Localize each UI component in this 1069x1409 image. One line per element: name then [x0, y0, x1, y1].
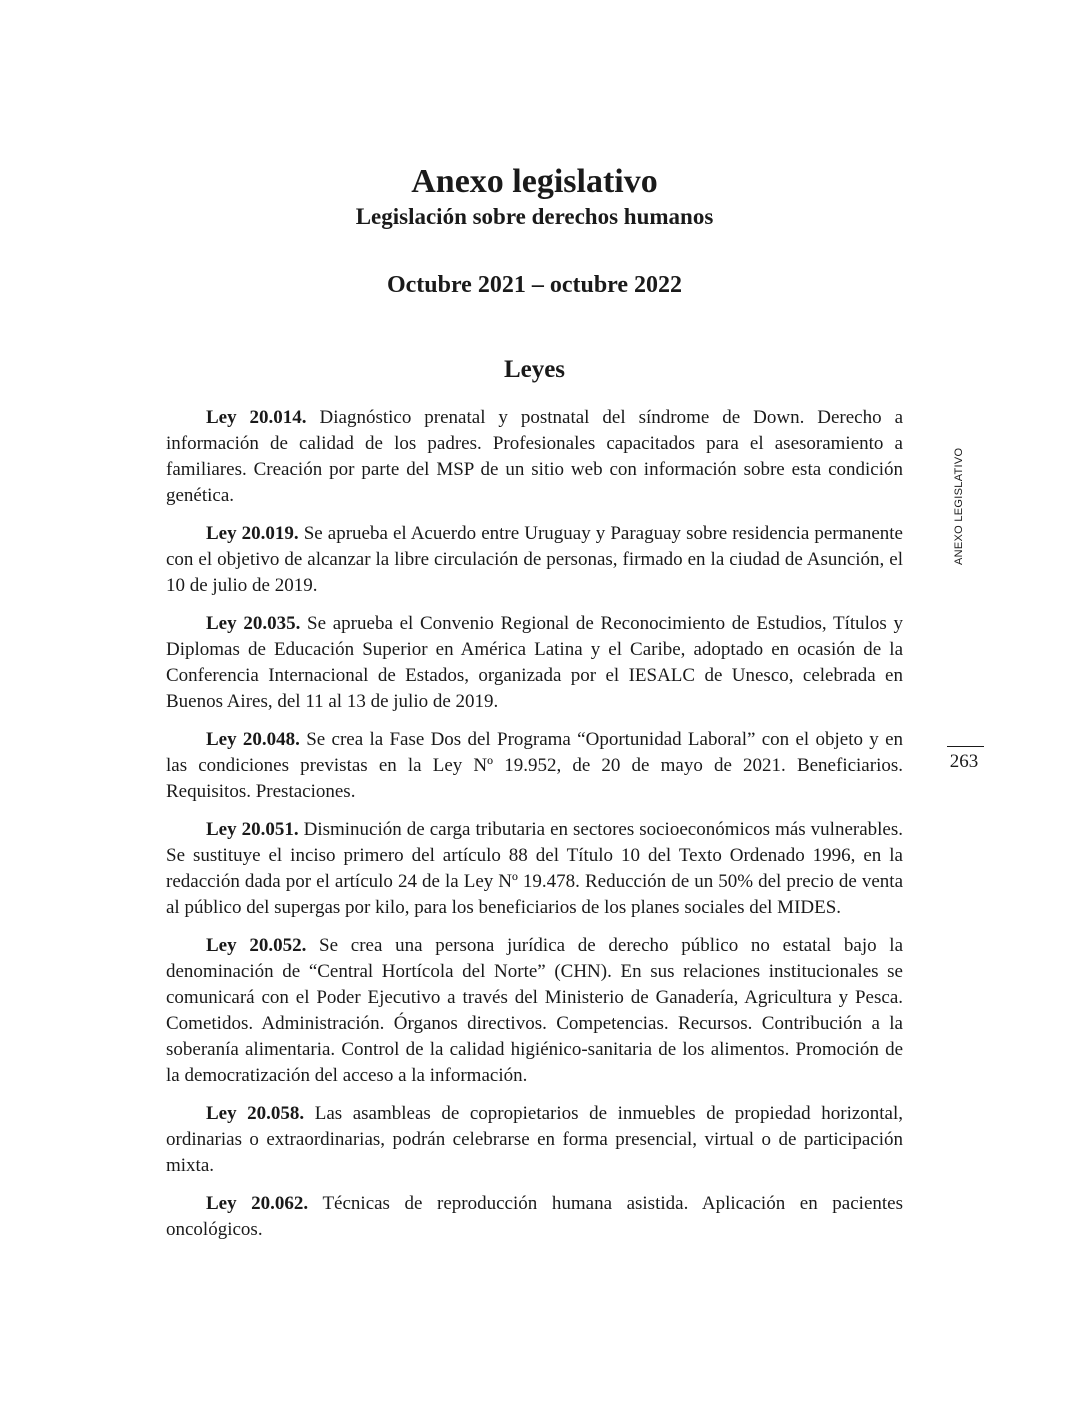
law-list	[166, 405, 903, 1255]
page-subtitle: Legislación sobre derechos humanos	[355, 204, 714, 229]
law-text: Las asambleas de copropietarios de inmuebles de propiedad horizontal, ordinarias o extraordinarias, podrán celebrarse en forma presencial, virtual o de participación mixta.	[166, 1103, 904, 1176]
law-item	[166, 611, 903, 715]
law-text: Se aprueba el Acuerdo entre Uruguay y Paraguay sobre residencia permanente con el objetivo de alcanzar la libre circulación de personas, firmado en la ciudad de Asunción, el 10 de julio de 2019.	[166, 523, 903, 596]
law-number: Ley 20.048.	[206, 729, 300, 750]
law-text: Disminución de carga tributaria en sectores socioeconómicos más vulnerables. Se sustituye el inciso primero del artículo 88 del Título 10 del Texto Ordenado 1996, en la redacción dada por el artículo 24 de la Ley Nº 19.478. Reducción de un 50% del precio de venta al público del supergas por kilo, para los beneficiarios de los planes sociales del MIDES.	[166, 819, 904, 918]
period-heading: Octubre 2021 – octubre 2022	[386, 272, 683, 298]
page-title: Anexo legislativo	[411, 163, 658, 200]
law-number: Ley 20.019.	[206, 523, 299, 544]
law-item	[166, 1191, 903, 1243]
law-item	[166, 521, 903, 599]
law-item	[166, 727, 903, 805]
page-number-rule	[947, 746, 984, 747]
section-heading: Leyes	[503, 356, 566, 383]
law-text: Diagnóstico prenatal y postnatal del síndrome de Down. Derecho a información de calidad de los padres. Profesionales capacitados para el asesoramiento a familiares. Creación por parte del MSP de un sitio web con información sobre esta condición genética.	[166, 407, 903, 506]
law-item	[166, 817, 903, 921]
law-number: Ley 20.035.	[206, 613, 301, 634]
law-item	[166, 1101, 903, 1179]
law-item	[166, 405, 903, 509]
side-section-label: ANEXO LEGISLATIVO	[953, 447, 965, 565]
law-number: Ley 20.058.	[206, 1103, 305, 1124]
law-number: Ley 20.014.	[206, 407, 307, 428]
law-number: Ley 20.051.	[206, 819, 299, 840]
law-text: Técnicas de reproducción humana asistida. Aplicación en pacientes oncológicos.	[166, 1193, 903, 1240]
law-text: Se aprueba el Convenio Regional de Reconocimiento de Estudios, Títulos y Diplomas de Educación Superior en América Latina y el Caribe, adoptado en ocasión de la Conferencia Internacional de Estados, organizada por el IESALC de Unesco, celebrada en Buenos Aires, del 11 al 13 de julio de 2019.	[166, 613, 904, 712]
law-number: Ley 20.062.	[206, 1193, 309, 1214]
law-text: Se crea una persona jurídica de derecho público no estatal bajo la denominación de “Central Hortícola del Norte” (CHN). En sus relaciones institucionales se comunicará con el Poder Ejecutivo a través del Ministerio de Ganadería, Agricultura y Pesca. Cometidos. Administración. Órganos directivos. Competencias. Recursos. Contribución a la soberanía alimentaria. Control de la calidad higiénico-sanitaria de los alimentos. Promoción de la democratización del acceso a la información.	[166, 935, 904, 1086]
law-item	[166, 933, 903, 1089]
page-number: 263	[949, 751, 979, 772]
law-text: Se crea la Fase Dos del Programa “Oportunidad Laboral” con el objeto y en las condiciones previstas en la Ley Nº 19.952, de 20 de mayo de 2021. Beneficiarios. Requisitos. Prestaciones.	[166, 729, 904, 802]
law-number: Ley 20.052.	[206, 935, 307, 956]
